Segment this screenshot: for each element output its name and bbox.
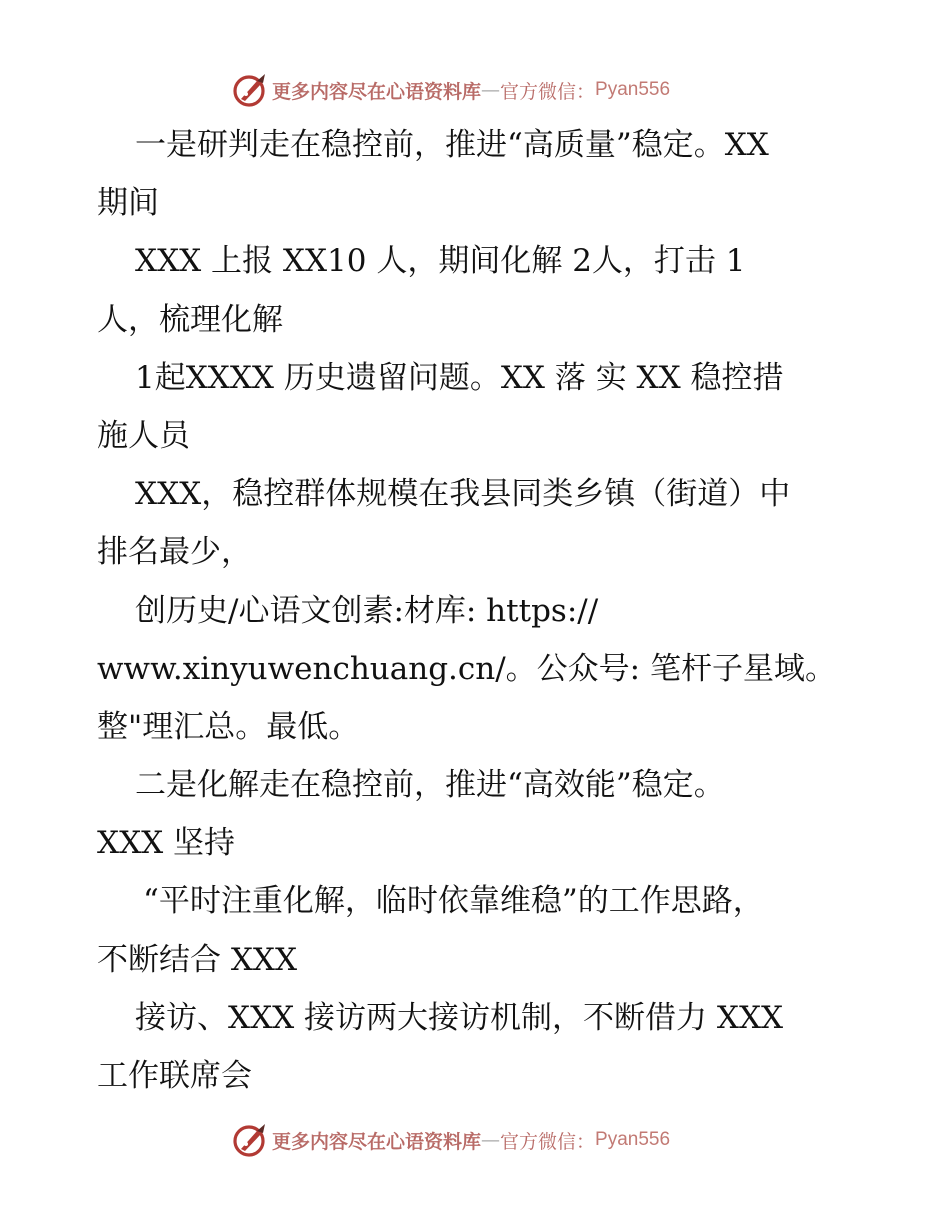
body-line: XXX，稳控群体规模在我县同类乡镇（街道）中 <box>135 476 791 513</box>
body-line: 接访、XXX 接访两大接访机制，不断借力 XXX <box>135 999 784 1036</box>
body-line: 排名最少， <box>97 534 252 571</box>
body-line: 1起XXXX 历史遗留问题。XX 落 实 XX 稳控措 <box>135 359 784 396</box>
quill-logo-icon <box>232 1122 268 1158</box>
body-line: 二是化解走在稳控前，推进“高效能”稳定。 <box>135 767 725 804</box>
footer-contact-label: 官方微信： <box>500 1130 596 1153</box>
body-line: 创历史/心语文创素:材库: https:// <box>135 592 599 629</box>
body-line: www.xinyuwenchuang.cn/。公众号: 笔杆子星域。 <box>97 650 836 687</box>
footer-promo-text: 更多内容尽在心语资料库 <box>272 1130 482 1153</box>
body-line: “平时注重化解，临时依靠维稳”的工作思路， <box>143 883 764 920</box>
body-line: 整"理汇总。最低。 <box>97 708 360 745</box>
body-line: XXX 上报 XX10 人，期间化解 2人，打击 1 <box>135 243 746 280</box>
header-separator: — <box>481 79 501 101</box>
header-watermark-banner <box>232 70 670 110</box>
body-line: 工作联席会 <box>97 1058 252 1094</box>
quill-logo-icon <box>232 72 268 108</box>
body-line: 人，梳理化解 <box>97 301 283 338</box>
document-body <box>97 116 857 1105</box>
body-line: 一是研判走在稳控前，推进“高质量”稳定。XX <box>135 127 769 163</box>
body-line: 不断结合 XXX <box>97 941 298 978</box>
body-line: 期间 <box>97 185 159 222</box>
footer-separator: — <box>481 1129 501 1151</box>
body-line: XXX 坚持 <box>97 825 236 862</box>
footer-watermark-banner <box>232 1120 670 1160</box>
header-contact-label: 官方微信： <box>500 80 596 103</box>
footer-wechat-handle: Pyan556 <box>595 1129 671 1150</box>
body-line: 施人员 <box>97 417 190 454</box>
header-wechat-handle: Pyan556 <box>595 79 671 100</box>
header-promo-text: 更多内容尽在心语资料库 <box>272 80 482 103</box>
